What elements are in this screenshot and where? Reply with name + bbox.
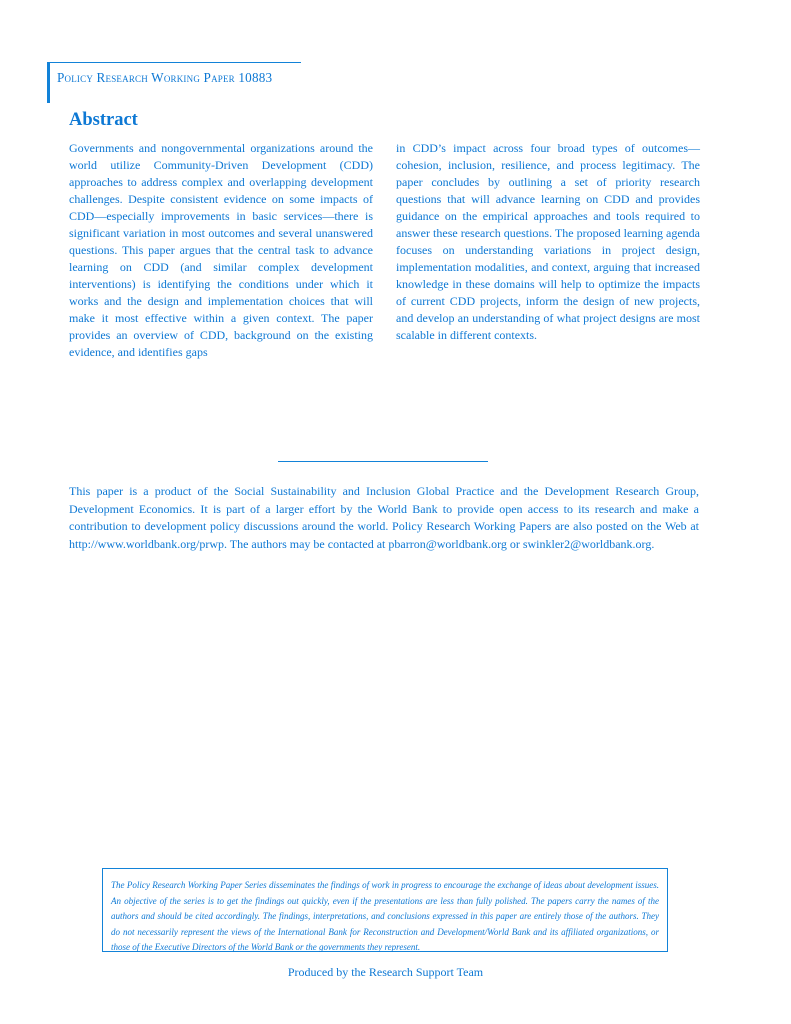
section-divider bbox=[278, 461, 488, 462]
series-title: Policy Research Working Paper 10883 bbox=[57, 70, 273, 85]
produced-by: Produced by the Research Support Team bbox=[287, 965, 484, 979]
abstract-heading: Abstract bbox=[69, 110, 138, 130]
disclaimer-box bbox=[102, 868, 668, 952]
about-paper-text: This paper is a product of the Social Sustainability and Inclusion Global Practice and the Development Research Group, Development Economics. It is part of a larger effort by the World Bank to provide open access to its research and make a contribution to development policy discussions around the world. Policy Research Working Papers are also posted on the Web at http://www.worldbank.org/prwp. The authors may be contacted at pbarron@worldbank.org or swinkler2@worldbank.org. bbox=[69, 484, 699, 551]
disclaimer-text: The Policy Research Working Paper Series disseminates the findings of work in progress to encourage the exchange of ideas about development issues. An objective of the series is to get the findings out quickly, even if the presentations are less than fully polished. The papers carry the names of the authors and should be cited accordingly. The findings, interpretations, and conclusions expressed in this paper are entirely those of the authors. They do not necessarily represent the views of the International Bank for Reconstruction and Development/World Bank and its affiliated organizations, or those of the Executive Directors of the World Bank or the governments they represent. bbox=[111, 880, 659, 952]
series-header bbox=[47, 62, 301, 103]
abstract-column-left: Governments and nongovernmental organizations around the world utilize Community-Driven Development (CDD) approaches to address complex and overlapping development challenges. Despite consistent evidence on some impacts of CDD—especially improvements in basic services—there is significant variation in most outcomes and several unanswered questions. This paper argues that the central task to advance learning on CDD (and similar complex development interventions) is identifying the conditions under which it works and the design and implementation choices that will make it most effective within a given context. The paper provides an overview of CDD, background on the existing evidence, and identifies gaps bbox=[69, 141, 373, 359]
abstract-column-right: in CDD’s impact across four broad types of outcomes—cohesion, inclusion, resilience, and process legitimacy. The paper concludes by outlining a set of priority research questions that will advance learning on CDD and provides guidance on the empirical approaches and tools required to answer these research questions. The proposed learning agenda focuses on understanding variations in project design, implementation modalities, and context, arguing that increased knowledge in these domains will help to optimize the impacts of current CDD projects, inform the design of new projects, and develop an understanding of what project designs are most scalable in different contexts. bbox=[396, 141, 700, 342]
